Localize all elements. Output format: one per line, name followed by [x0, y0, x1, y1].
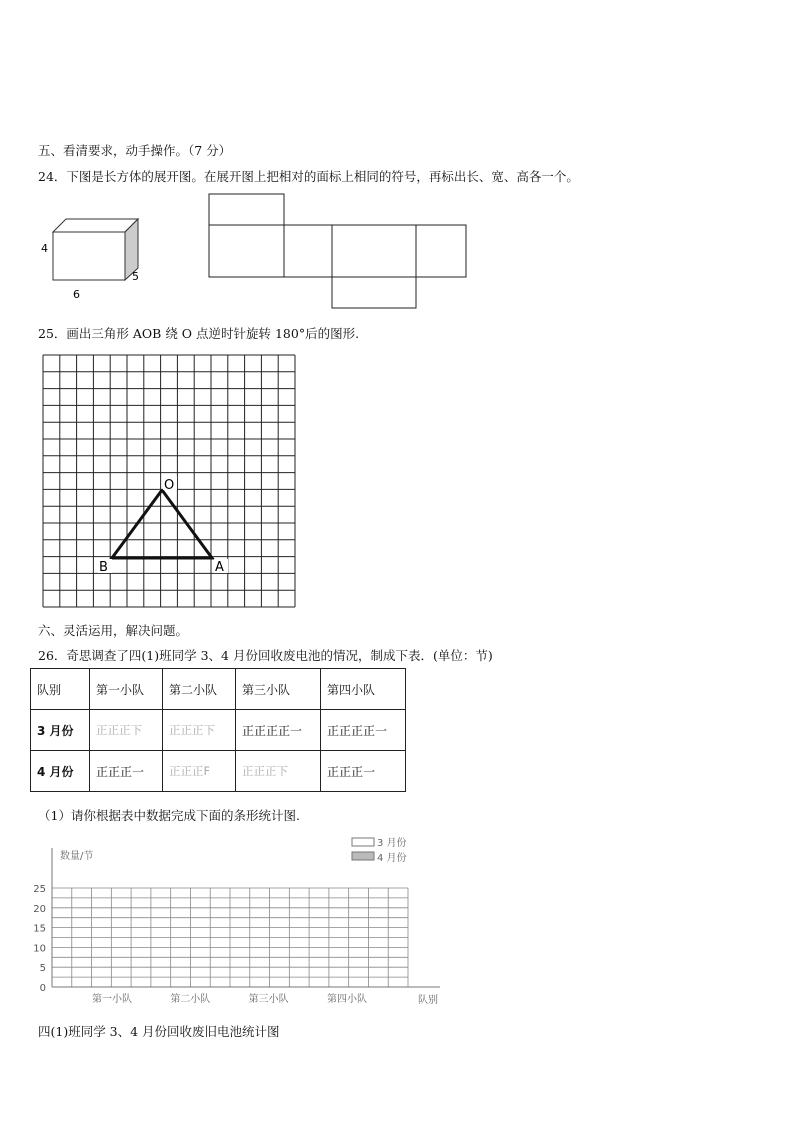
- cuboid-length-label: 6: [73, 288, 80, 301]
- section6-heading: 六、灵活运用，解决问题。: [38, 623, 189, 638]
- chart-yticks: [33, 884, 46, 994]
- net-face-top: [209, 194, 284, 225]
- y-axis-label: 数量/节: [60, 851, 94, 862]
- cuboid-net: [205, 190, 470, 312]
- q24-text: 24．下图是长方体的展开图。在展开图上把相对的面标上相同的符号，再标出长、宽、高各一个。: [38, 169, 579, 184]
- q26-sub1: （1）请你根据表中数据完成下面的条形统计图.: [38, 808, 300, 823]
- chart-caption: 四(1)班同学 3、4 月份回收废旧电池统计图: [38, 1024, 280, 1039]
- net-face-4: [416, 225, 466, 277]
- cuboid-front-face: [53, 232, 125, 280]
- chart-xticks: [92, 992, 367, 1005]
- y-tick-label: 0: [39, 983, 46, 994]
- y-tick-label: 20: [33, 903, 46, 915]
- x-tick-label: 第三小队: [248, 994, 289, 1005]
- net-face-1: [209, 225, 284, 277]
- tally-cell: 正正正F: [163, 751, 236, 792]
- net-face-2: [284, 225, 332, 277]
- q26-text: 26．奇思调查了四(1)班同学 3、4 月份回收废电池的情况，制成下表．(单位：节): [38, 648, 493, 663]
- point-o-label: O: [164, 478, 175, 493]
- cuboid-top-face: [53, 219, 138, 232]
- rotation-grid: [40, 352, 298, 610]
- section5-heading: 五、看清要求，动手操作。（7 分）: [38, 143, 232, 158]
- row-label: 3 月份: [31, 710, 90, 751]
- y-tick-label: 5: [39, 963, 46, 975]
- legend-label-april: 4 月份: [377, 853, 407, 864]
- table-header-row: [31, 669, 406, 710]
- net-face-bottom: [332, 277, 416, 308]
- header-cell: 第四小队: [321, 669, 406, 710]
- tally-cell: 正正正正一: [321, 710, 406, 751]
- bar-chart: [30, 832, 460, 1012]
- header-cell: 第二小队: [163, 669, 236, 710]
- header-cell: 队别: [31, 669, 90, 710]
- cuboid-height-label: 4: [41, 242, 48, 255]
- y-tick-label: 25: [33, 884, 46, 895]
- tally-cell: 正正正一: [321, 751, 406, 792]
- tally-cell: 正正正正一: [236, 710, 321, 751]
- legend-swatch-april: [352, 852, 374, 860]
- header-cell: 第一小队: [90, 669, 163, 710]
- table-row: [31, 710, 406, 751]
- header-cell: 第三小队: [236, 669, 321, 710]
- tally-cell: 正正正下: [236, 751, 321, 792]
- table-row: [31, 751, 406, 792]
- x-tick-label: 第二小队: [170, 994, 211, 1005]
- point-a-label: A: [215, 560, 224, 575]
- y-tick-label: 15: [33, 923, 46, 935]
- q25-text: 25．画出三角形 AOB 绕 O 点逆时针旋转 180°后的图形.: [38, 326, 360, 341]
- net-face-3: [332, 225, 416, 277]
- y-tick-label: 10: [33, 943, 46, 955]
- row-label: 4 月份: [31, 751, 90, 792]
- chart-grid: [52, 888, 408, 987]
- tally-table: [30, 668, 406, 792]
- point-b-label: B: [99, 560, 108, 575]
- cuboid-figure: [36, 210, 156, 305]
- tally-cell: 正正正一: [90, 751, 163, 792]
- x-axis-label: 队别: [418, 995, 438, 1006]
- x-tick-label: 第四小队: [326, 994, 367, 1005]
- legend-label-march: 3 月份: [377, 838, 407, 849]
- tally-cell: 正正正下: [90, 710, 163, 751]
- cuboid-width-label: 5: [132, 270, 139, 283]
- legend-swatch-march: [352, 838, 374, 846]
- tally-cell: 正正正下: [163, 710, 236, 751]
- x-tick-label: 第一小队: [92, 994, 132, 1005]
